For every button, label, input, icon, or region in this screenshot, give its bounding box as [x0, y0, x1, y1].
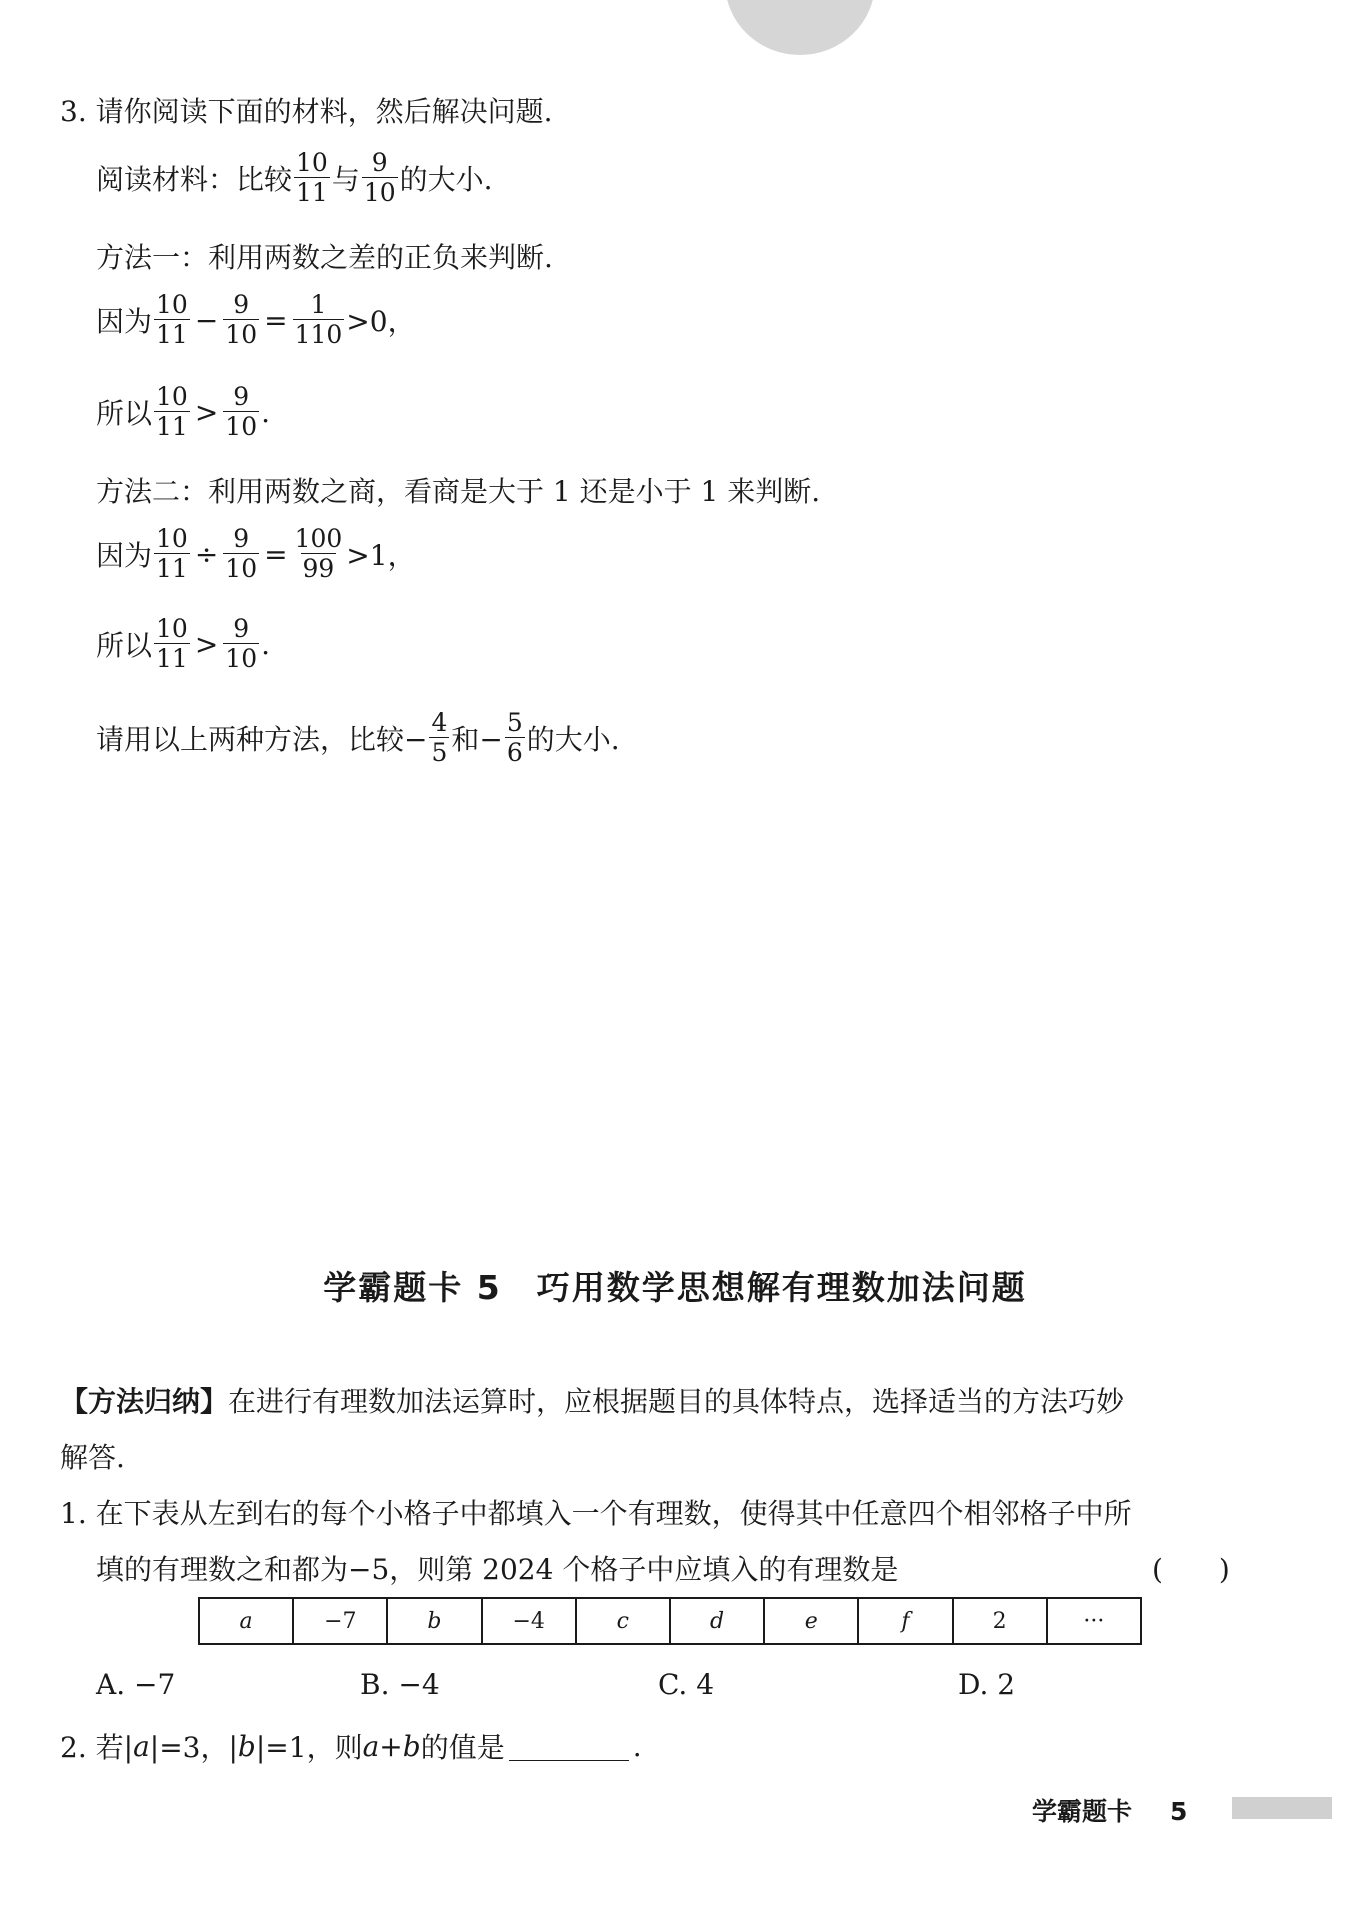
- q3-material: 阅读材料：比较 $\frac{10}{11}$ 与 $\frac{9}{10}$ 的大小.: [96, 148, 493, 208]
- q3-method2-because: 因为 $\frac{10}{11}$ ÷ $\frac{9}{10}$ = $\frac{100}{99}$ >1，: [96, 524, 416, 584]
- fraction-10-11: $\frac{10}{11}$: [296, 148, 328, 208]
- q3-method1: 方法一：利用两数之差的正负来判断.: [96, 241, 553, 274]
- fraction-9-10: $\frac{9}{10}$: [225, 614, 258, 674]
- q1-option-d: D. 2: [958, 1668, 1016, 1701]
- table-cell: f: [858, 1598, 952, 1644]
- q2-answer-blank: [509, 1732, 629, 1761]
- q3-method1-therefore: 所以 $\frac{10}{11}$ > $\frac{9}{10}$ .: [96, 382, 271, 442]
- q1-option-c: C. 4: [658, 1668, 715, 1701]
- fraction-1-110: $\frac{1}{110}$: [294, 290, 343, 350]
- q2: 2. 若| a |=3，| b |=1，则 a + b 的值是 .: [60, 1729, 642, 1764]
- q1-option-b: B. −4: [360, 1668, 440, 1701]
- q1-answer-paren: ( ): [1152, 1553, 1230, 1586]
- fraction-5-6: $\frac{5}{6}$: [506, 708, 523, 768]
- table-cell: a: [199, 1598, 293, 1644]
- table-cell: e: [764, 1598, 858, 1644]
- q3-intro: 3. 请你阅读下面的材料，然后解决问题.: [60, 95, 553, 128]
- fraction-9-10: $\frac{9}{10}$: [225, 290, 258, 350]
- fraction-100-99: $\frac{100}{99}$: [294, 524, 343, 584]
- fraction-10-11: $\frac{10}{11}$: [156, 614, 188, 674]
- page-number: 5: [1170, 1797, 1188, 1826]
- method-summary-tag: 【方法归纳】: [60, 1385, 229, 1418]
- fraction-10-11: $\frac{10}{11}$: [156, 290, 188, 350]
- q1-option-a: A. −7: [96, 1668, 176, 1701]
- table-cell: 2: [953, 1598, 1047, 1644]
- footer-decoration: [1232, 1797, 1332, 1819]
- q1-number-table: [198, 1597, 1142, 1645]
- page-tab-decoration: [725, 0, 875, 55]
- q1-line2: 填的有理数之和都为−5，则第 2024 个格子中应填入的有理数是: [96, 1553, 899, 1586]
- page-footer: [1032, 1792, 1187, 1828]
- q3-task: 请用以上两种方法，比较− $\frac{4}{5}$ 和− $\frac{5}{6}$ 的大小.: [96, 708, 620, 768]
- fraction-9-10: $\frac{9}{10}$: [363, 148, 396, 208]
- q3-method2-therefore: 所以 $\frac{10}{11}$ > $\frac{9}{10}$ .: [96, 614, 271, 674]
- method-summary: 【方法归纳】 在进行有理数加法运算时，应根据题目的具体特点，选择适当的方法巧妙: [60, 1380, 1124, 1420]
- table-cell: b: [387, 1598, 481, 1644]
- table-cell: −4: [482, 1598, 576, 1644]
- table-cell: d: [670, 1598, 764, 1644]
- fraction-10-11: $\frac{10}{11}$: [156, 382, 188, 442]
- q3-method1-because: 因为 $\frac{10}{11}$ − $\frac{9}{10}$ = $\frac{1}{110}$ >0，: [96, 290, 416, 350]
- fraction-4-5: $\frac{4}{5}$: [431, 708, 448, 768]
- table-cell: c: [576, 1598, 670, 1644]
- table-cell: ···: [1047, 1598, 1141, 1644]
- footer-label: 学霸题卡: [1032, 1797, 1133, 1826]
- fraction-10-11: $\frac{10}{11}$: [156, 524, 188, 584]
- fraction-9-10: $\frac{9}{10}$: [225, 524, 258, 584]
- section-title: 学霸题卡 5 巧用数学思想解有理数加法问题: [323, 1268, 1027, 1307]
- q3-method2: 方法二：利用两数之商，看商是大于 1 还是小于 1 来判断.: [96, 475, 821, 508]
- table-cell: −7: [293, 1598, 387, 1644]
- fraction-9-10: $\frac{9}{10}$: [225, 382, 258, 442]
- q1-line1: 1. 在下表从左到右的每个小格子中都填入一个有理数，使得其中任意四个相邻格子中所: [60, 1497, 1132, 1530]
- method-summary-cont: 解答.: [60, 1441, 125, 1474]
- table-row: [199, 1598, 1141, 1644]
